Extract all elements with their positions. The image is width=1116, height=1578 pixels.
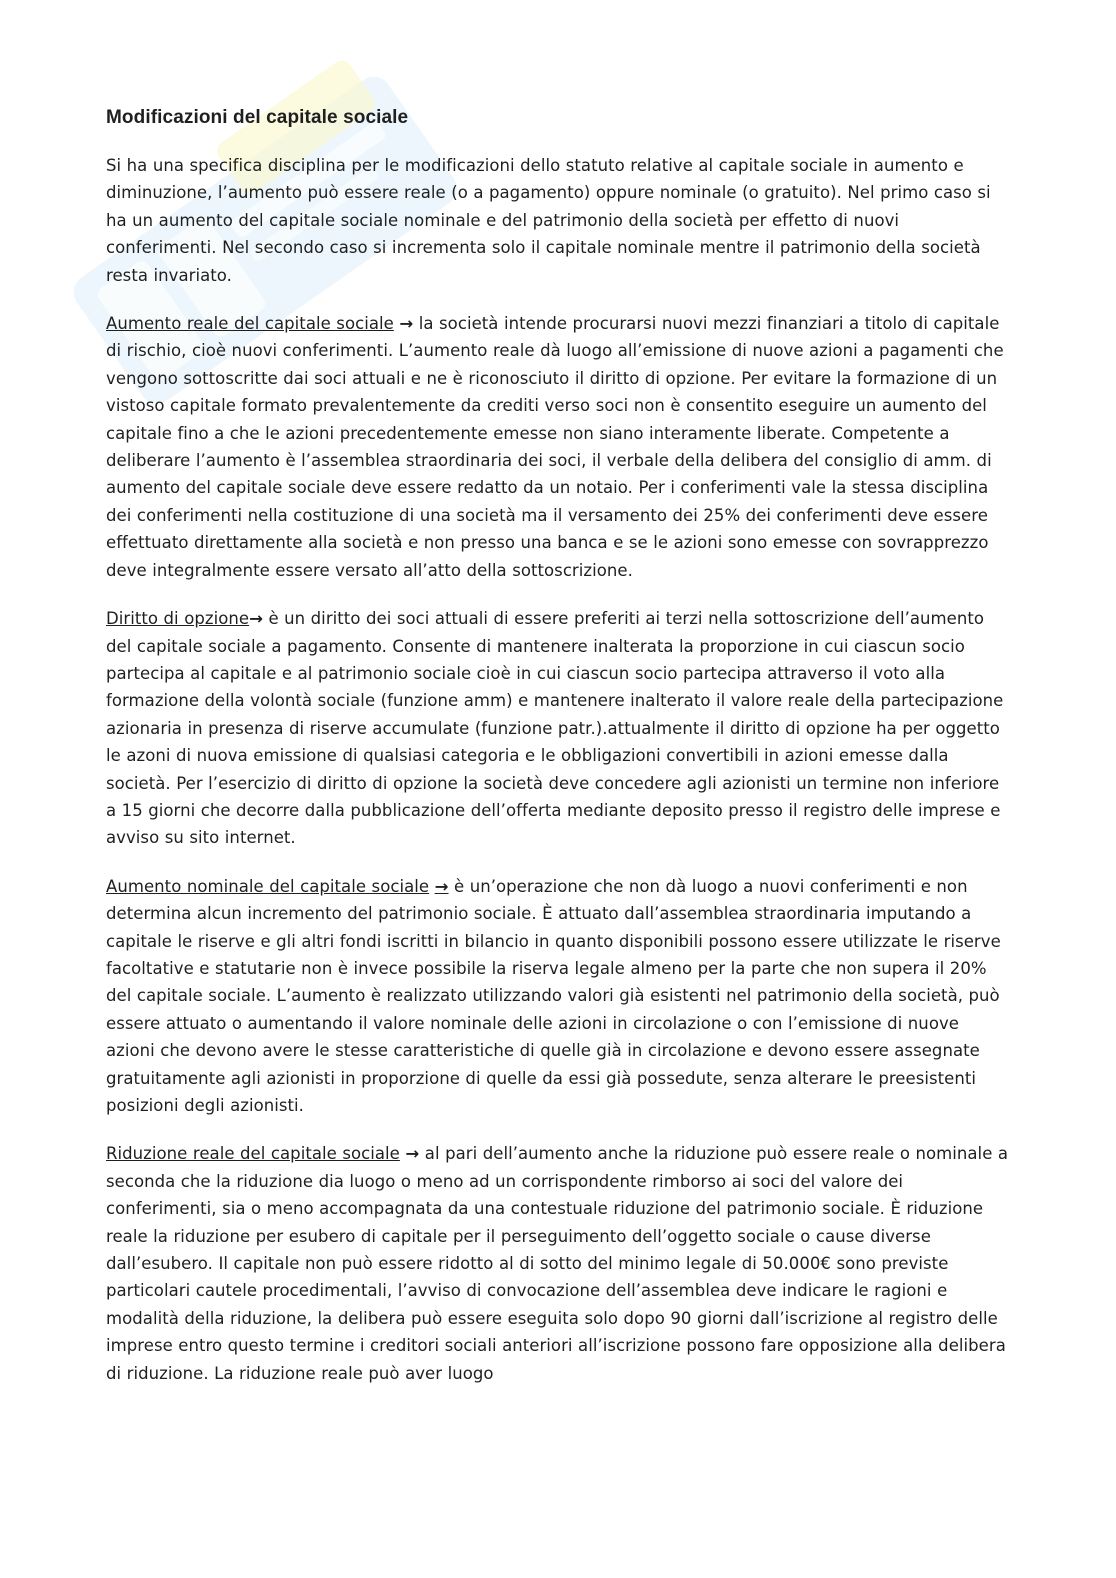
section-body: è un diritto dei soci attuali di essere preferiti ai terzi nella sottoscrizione dell’aumento del capitale sociale a pagamento. Consente di mantenere inalterata la proporzione in cui ciascun socio partecipa al capitale e al patrimonio sociale cioè in cui ciascun socio partecipa attraverso il voto alla formazione della volontà sociale (funzione amm) e mantenere inalterato il valore reale della partecipazione azionaria in presenza di riserve accumulate (funzione patr.).attualmente il diritto di opzione ha per oggetto le azoni di nuova emissione di qualsiasi categoria e le obbligazioni convertibili in azioni emesse dalla società. Per l’esercizio di diritto di opzione la società deve concedere agli azionisti un termine non inferiore a 15 giorni che decorre dalla pubblicazione dell’offerta mediante deposito presso il registro delle imprese e avviso su sito internet. <box>106 609 1004 848</box>
document-page <box>106 104 1011 1408</box>
arrow-right-icon: → <box>399 314 414 334</box>
section-heading: Aumento nominale del capitale sociale <box>106 876 430 896</box>
intro-paragraph: Si ha una specifica disciplina per le modificazioni dello statuto relative al capitale sociale in aumento e diminuzione, l’aumento può essere reale (o a pagamento) oppure nominale (o gratuito). Nel primo caso si ha un aumento del capitale sociale nominale e del patrimonio della società per effetto di nuovi conferimenti. Nel secondo caso si incrementa solo il capitale nominale mentre il patrimonio della società resta invariato. <box>106 156 991 285</box>
document-title: Modificazioni del capitale sociale <box>106 107 409 128</box>
section-body: la società intende procurarsi nuovi mezzi finanziari a titolo di capitale di rischio, cioè nuovi conferimenti. L’aumento reale dà luogo all’emissione di nuove azioni a pagamenti che vengono sottoscritte dai soci attuali e ne è riconosciuto il diritto di opzione. Per evitare la formazione di un vistoso capitale formato prevalentemente da crediti verso soci non è consentito eseguire un aumento del capitale fino a che le azioni precedentemente emesse non siano interamente liberate. Competente a deliberare l’aumento è l’assemblea straordinaria dei soci, il verbale della delibera del consiglio di amm. di aumento del capitale sociale deve essere redatto da un notaio. Per i conferimenti vale la stessa disciplina dei conferimenti nella costituzione di una società ma il versamento dei 25% dei conferimenti deve essere effettuato direttamente alla società e non presso una banca e se le azioni sono emesse con sovrapprezzo deve integralmente essere versato all’atto della sottoscrizione. <box>106 314 1004 580</box>
section-body: al pari dell’aumento anche la riduzione può essere reale o nominale a seconda che la riduzione dia luogo o meno ad un corrispondente rimborso ai soci del valore dei conferimenti, sia o meno accompagnata da una contestuale riduzione del patrimonio sociale. È riduzione reale la riduzione per esubero di capitale per il perseguimento dell’oggetto sociale o cause diverse dall’esubero. Il capitale non può essere ridotto al di sotto del minimo legale di 50.000€ sono previste particolari cautele procedimentali, l’avviso di convocazione dell’assemblea deve indicare le ragioni e modalità della riduzione, la delibera può essere eseguita solo dopo 90 giorni dall’iscrizione al registro delle imprese entro questo termine i creditori sociali anteriori all’iscrizione possono fare opposizione alla delibera di riduzione. La riduzione reale può aver luogo <box>106 1144 1009 1383</box>
section-heading: Diritto di opzione <box>106 609 250 629</box>
arrow-right-icon: → <box>405 1144 420 1164</box>
arrow-right-icon: → <box>249 609 263 629</box>
section-body: è un’operazione che non dà luogo a nuovi conferimenti e non determina alcun incremento del patrimonio sociale. È attuato dall’assemblea straordinaria imputando a capitale le riserve e gli altri fondi iscritti in bilancio in quanto disponibili possono essere utilizzate le riserve facoltative e statutarie non è invece possibile la riserva legale almeno per la parte che non supera il 20% del capitale sociale. L’aumento è realizzato utilizzando valori già esistenti nel patrimonio della società, può essere attuato o aumentando il valore nominale delle azioni in circolazione o con l’emissione di nuove azioni che devono avere le stesse caratteristiche di quelle già in circolazione e devono essere assegnate gratuitamente agli azionisti in proporzione di quelle da essi già possedute, senza alterare le preesistenti posizioni degli azionisti. <box>106 876 1001 1115</box>
section-aumento-nominale <box>106 873 1011 1120</box>
section-aumento-reale <box>106 310 1011 584</box>
section-riduzione-reale <box>106 1140 1011 1387</box>
section-heading: Aumento reale del capitale sociale <box>106 314 394 334</box>
section-heading: Riduzione reale del capitale sociale <box>106 1144 400 1164</box>
arrow-right-icon: → <box>434 876 449 896</box>
section-diritto-opzione <box>106 605 1011 852</box>
